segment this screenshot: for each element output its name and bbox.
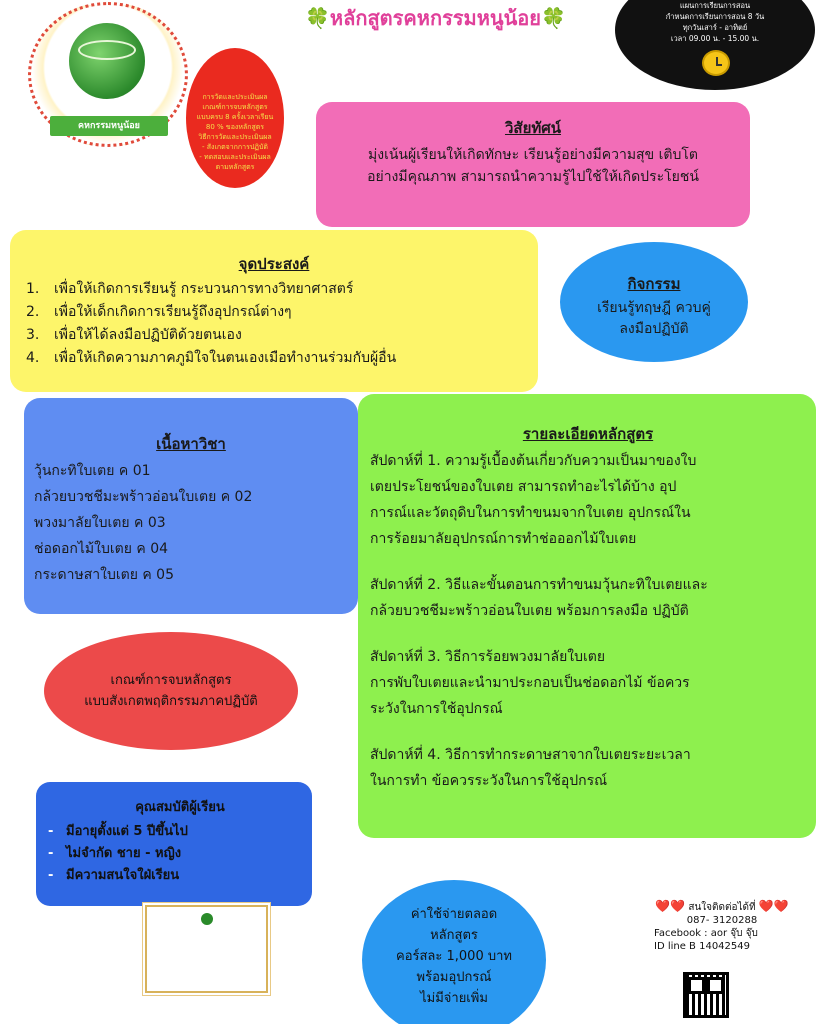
week-line: กล้วยบวชชีมะพร้าวอ่อนใบเตย พร้อมการลงมือ ปฏิบัติ <box>370 603 689 619</box>
activity-line: ลงมือปฏิบัติ <box>619 321 689 337</box>
objectives-heading: จุดประสงค์ <box>238 255 310 273</box>
week-line: ในการทำ ข้อควรระวังในการใช้อุปกรณ์ <box>370 773 608 789</box>
list-item <box>26 324 538 347</box>
evaluation-line: วิธีการวัดและประเมินผล <box>198 133 272 141</box>
certificate-line <box>151 934 262 941</box>
details-heading: รายละเอียดหลักสูตร <box>522 425 654 443</box>
item-number: 3. <box>26 327 40 343</box>
item-text: เพื่อให้เกิดความภาคภูมิใจในตนเองเมือทำงานร่วมกับผู้อื่น <box>54 350 397 366</box>
activity-heading: กิจกรรม <box>627 275 681 293</box>
content-box <box>24 398 358 614</box>
evaluation-line: 80 % ของหลักสูตร <box>205 123 265 131</box>
item-text: มีอายุตั้งแต่ 5 ปีขึ้นไป <box>66 824 188 839</box>
graduation-line: เกณฑ์การจบหลักสูตร <box>110 673 232 688</box>
seal-icon <box>201 913 213 925</box>
item-text: เพื่อให้เกิดการเรียนรู้ กระบวนการทางวิทยาศาสตร์ <box>54 281 354 297</box>
evaluation-line: เกณฑ์การจบหลักสูตร <box>202 103 268 111</box>
dash-bullet: - <box>48 868 54 883</box>
cost-line: ไม่มีจ่ายเพิ่ม <box>420 991 488 1006</box>
logo-ribbon: คหกรรมหนูน้อย <box>50 116 168 136</box>
clover-icon: 🍀 <box>305 6 330 30</box>
contact-facebook[interactable]: Facebook : aor จุ๊บ จุ๊บ <box>654 928 758 939</box>
alarm-clock-icon <box>702 50 730 76</box>
evaluation-line: การวัดและประเมินผล <box>202 93 268 101</box>
list-item <box>26 301 538 324</box>
dash-bullet: - <box>48 846 54 861</box>
week-block <box>370 572 806 624</box>
heart-icon: ❤️❤️ <box>758 899 789 913</box>
graduation-criteria-oval <box>44 632 298 750</box>
cost-line: ค่าใช้จ่ายตลอด <box>410 907 498 922</box>
schedule-line: เวลา 09.00 น. - 15.00 น. <box>670 34 760 43</box>
vision-box <box>316 102 750 227</box>
page-title <box>305 2 605 32</box>
schedule-line: แผนการเรียนการสอน <box>679 1 751 10</box>
cost-oval <box>362 880 546 1024</box>
objectives-list <box>10 278 538 370</box>
dash-bullet: - <box>48 824 54 839</box>
certificate-line <box>151 941 262 948</box>
qualifications-box <box>36 782 312 906</box>
contact-info <box>632 900 812 966</box>
graduation-line: แบบสังเกตพฤติกรรมภาคปฏิบัติ <box>84 694 258 709</box>
activity-oval <box>560 242 748 362</box>
evaluation-line: แบบครบ 8 ครั้งเวลาเรียน <box>196 113 274 121</box>
week-line: การณ์และวัตถุดิบในการทำขนมจากใบเตย อุปกรณ์ใน <box>370 505 691 521</box>
contact-line-id[interactable]: ID line B 14042549 <box>654 941 750 952</box>
contact-phone[interactable]: 087- 3120288 <box>686 915 758 926</box>
heart-icon: ❤️❤️ <box>655 899 686 913</box>
qualifications-heading: คุณสมบัติผู้เรียน <box>135 800 225 815</box>
cost-line: พร้อมอุปกรณ์ <box>416 970 492 985</box>
item-text: เพื่อให้เด็กเกิดการเรียนรู้ถึงอุปกรณ์ต่างๆ <box>54 304 292 320</box>
evaluation-line: ตามหลักสูตร <box>215 163 255 171</box>
item-text: เพื่อให้ได้ลงมือปฏิบัติด้วยตนเอง <box>54 327 242 343</box>
week-block <box>370 448 806 552</box>
objectives-box <box>10 230 538 392</box>
certificate-line <box>151 927 262 934</box>
evaluation-line: - ทดสอบและประเมินผล <box>199 153 271 161</box>
week-line: สัปดาห์ที่ 3. วิธีการร้อยพวงมาลัยใบเตย <box>370 649 606 665</box>
list-item: พวงมาลัยใบเตย ค 03 <box>34 515 166 531</box>
week-block <box>370 742 806 794</box>
list-item: วุ้นกะทิใบเตย ค 01 <box>34 463 151 479</box>
week-line: สัปดาห์ที่ 2. วิธีและขั้นตอนการทำขนมวุ้นกะทิใบเตยและ <box>370 577 708 593</box>
schedule-oval <box>615 0 815 90</box>
list-item <box>48 821 312 843</box>
week-line: เตยประโยชน์ของใบเตย สามารถทำอะไรได้บ้าง อุป <box>370 479 677 495</box>
contact-heading: สนใจติดต่อได้ที่ <box>688 902 756 913</box>
item-text: มีความสนใจใฝ่เรียน <box>66 868 180 883</box>
week-line: การพับใบเตยและนำมาประกอบเป็นช่อดอกไม้ ข้อควร <box>370 675 690 691</box>
week-line: ระวังในการใช้อุปกรณ์ <box>370 701 503 717</box>
pandan-leaf-image <box>66 20 148 102</box>
week-line: สัปดาห์ที่ 1. ความรู้เบื้องต้นเกี่ยวกับความเป็นมาของใบ <box>370 453 697 469</box>
certificate-image <box>145 905 268 993</box>
cost-line: คอร์สละ 1,000 บาท <box>396 949 512 964</box>
schedule-line: ทุกวันเสาร์ - อาทิตย์ <box>682 23 748 32</box>
leaf-curl-icon <box>78 40 136 60</box>
item-number: 2. <box>26 304 40 320</box>
clover-icon: 🍀 <box>541 6 566 30</box>
list-item <box>48 865 312 887</box>
list-item: กล้วยบวชชีมะพร้าวอ่อนใบเตย ค 02 <box>34 489 253 505</box>
activity-line: เรียนรู้ทฤษฎี ควบคู่ <box>597 300 711 316</box>
item-text: ไม่จำกัด ชาย - หญิง <box>66 846 182 861</box>
qr-code-icon[interactable] <box>683 972 729 1018</box>
week-line: สัปดาห์ที่ 4. วิธีการทำกระดาษสาจากใบเตยระยะเวลา <box>370 747 691 763</box>
cost-line: หลักสูตร <box>430 928 478 943</box>
item-number: 1. <box>26 281 40 297</box>
list-item: ช่อดอกไม้ใบเตย ค 04 <box>34 541 169 557</box>
list-item <box>48 843 312 865</box>
vision-text: มุ่งเน้นผู้เรียนให้เกิดทักษะ เรียนรู้อย่างมีความสุข เติบโตอย่างมีคุณภาพ สามารถนำความรู้ไปใช้ให้เกิดประโยชน์ <box>367 147 699 185</box>
week-line: การร้อยมาลัยอุปกรณ์การทำช่อออกไม้ใบเตย <box>370 531 637 547</box>
list-item <box>26 347 538 370</box>
content-heading: เนื้อหาวิชา <box>156 435 226 453</box>
item-number: 4. <box>26 350 40 366</box>
course-details-box <box>358 394 816 838</box>
schedule-line: กำหนดการเรียนการสอน 8 วัน <box>665 12 765 21</box>
list-item <box>26 278 538 301</box>
page-title-text: หลักสูตรคหกรรมหนูน้อย <box>329 6 541 30</box>
list-item: กระดาษสาใบเตย ค 05 <box>34 567 174 583</box>
vision-heading: วิสัยทัศน์ <box>504 119 562 137</box>
evaluation-oval <box>186 48 284 188</box>
evaluation-line: - สังเกตจากการปฏิบัติ <box>202 143 268 151</box>
week-block <box>370 644 806 722</box>
